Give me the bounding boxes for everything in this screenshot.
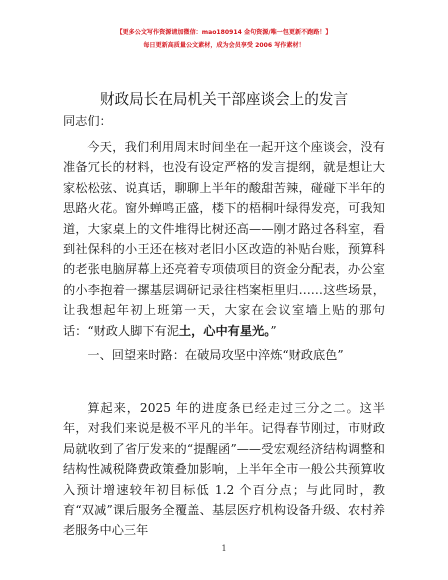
salutation: 同志们： [63,114,112,128]
section-heading-1: 一、回望来时路：在破局攻坚中淬炼“财政底色” [87,348,344,362]
document-title: 财政局长在局机关干部座谈会上的发言 [99,91,349,108]
paragraph-1-bold-phrase: 土，心中有星光。 [178,323,271,338]
paragraph-1-closing-quote: ” [270,323,277,338]
page-number: 1 [221,544,227,553]
promo-banner-line-2: 每日更新高质量公文素材，成为会员享受 2006 写作素材！ [143,42,305,49]
promo-banner-line-1: 【更多公文写作资源请加微信：mao180914 金句资源/唯一包更新不跑路！】 [116,29,332,36]
paragraph-1 [63,137,385,341]
paragraph-2: 算起来，2025 年的进度条已经走过三分之二。这半年，对我们来说是极不平凡的半年。记得春节刚过，市财政局就收到了省厅发来的“提醒函”——受宏观经济结构调整和结构性减税降费政策叠加影响，上半年全市一般公共预算收入预计增速较年初目标低 1.2 个百分点；与此同时，教育“双减”课后服务全覆盖、基层医疗机构设备升级、农村养老服务中心三年 [63,401,385,538]
paragraph-1-text: 今天，我们利用周末时间坐在一起开这个座谈会，没有准备冗长的材料，也没有设定严格的发言提纲，就是想让大家松松弦、说真话，聊聊上半年的酸甜苦辣，碰碰下半年的思路火花。窗外蝉鸣正盛，楼下的梧桐叶绿得发亮，可我知道，大家桌上的文件堆得比树还高——刚才路过各科室，看到社保科的小王还在核对老旧小区改造的补贴台账，预算科的老张电脑屏幕上还亮着专项债项目的资金分配表，办公室的小李抱着一摞基层调研记录往档案柜里归……这些场景，让我想起年初上班第一天，大家在会议室墙上贴的那句话：“财政人脚下有泥 [63,140,385,338]
